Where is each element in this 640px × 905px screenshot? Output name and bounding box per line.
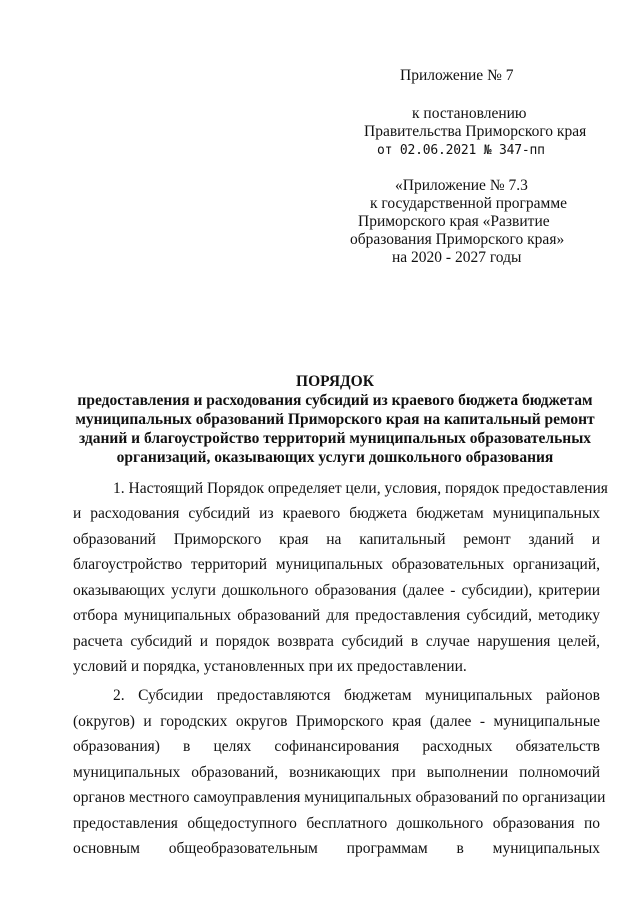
title-line-3: зданий и благоустройство территорий муниципальных образовательных (78, 430, 592, 447)
paragraph-2-line: основным общеобразовательным программам в муниципальных (73, 840, 600, 857)
program-name-line-2: образования Приморского края» (350, 231, 565, 248)
paragraph-1-line: условий и порядка, установленных при их предоставлении. (73, 658, 467, 675)
paragraph-2-line: органов местного самоуправления муниципальных образований по организации (73, 789, 606, 806)
title-heading: ПОРЯДОК (296, 373, 374, 390)
paragraph-1-line: и расходования субсидий из краевого бюджета бюджетам муниципальных (73, 505, 600, 522)
paragraph-2-line: предоставления общедоступного бесплатного дошкольного образования по (73, 815, 600, 832)
title-line-4: организаций, оказывающих услуги дошкольного образования (116, 449, 554, 466)
resolution-label: к постановлению (412, 105, 527, 122)
title-line-1: предоставления и расходования субсидий из краевого бюджета бюджетам (77, 392, 593, 409)
paragraph-1-line: оказывающих услуги дошкольного образования (далее - субсидии), критерии (73, 582, 600, 599)
title-line-2: муниципальных образований Приморского края на капитальный ремонт (75, 411, 595, 428)
paragraph-2-line: (округов) и городских округов Приморского края (далее - муниципальные (73, 713, 600, 730)
document-title (60, 372, 610, 467)
paragraph-1-line: благоустройство территорий муниципальных образовательных организаций, (73, 556, 600, 573)
program-reference: к государственной программе (370, 195, 568, 212)
paragraph-2-line: образования) в целях софинансирования расходных обязательств (73, 738, 600, 755)
program-name-line-1: Приморского края «Развитие (358, 213, 550, 230)
paragraph-2-line: муниципальных образований, возникающих при выполнении полномочий (73, 764, 600, 781)
quoted-appendix-label: «Приложение № 7.3 (395, 177, 528, 194)
paragraph-1-line: расчета субсидий и порядок возврата субсидий в случае нарушения целей, (73, 633, 600, 650)
paragraph-2-line: 2. Субсидии предоставляются бюджетам муниципальных районов (113, 687, 600, 704)
paragraph-1-line: 1. Настоящий Порядок определяет цели, условия, порядок предоставления (113, 480, 608, 497)
paragraph-1-line: отбора муниципальных образований для предоставления субсидий, методику (73, 607, 600, 624)
government-label: Правительства Приморского края (364, 123, 587, 140)
program-years: на 2020 - 2027 годы (392, 249, 522, 266)
resolution-date-number: от 02.06.2021 № 347-пп (377, 143, 545, 158)
appendix-label: Приложение № 7 (400, 67, 514, 84)
paragraph-1-line: образований Приморского края на капитальный ремонт зданий и (73, 531, 600, 548)
